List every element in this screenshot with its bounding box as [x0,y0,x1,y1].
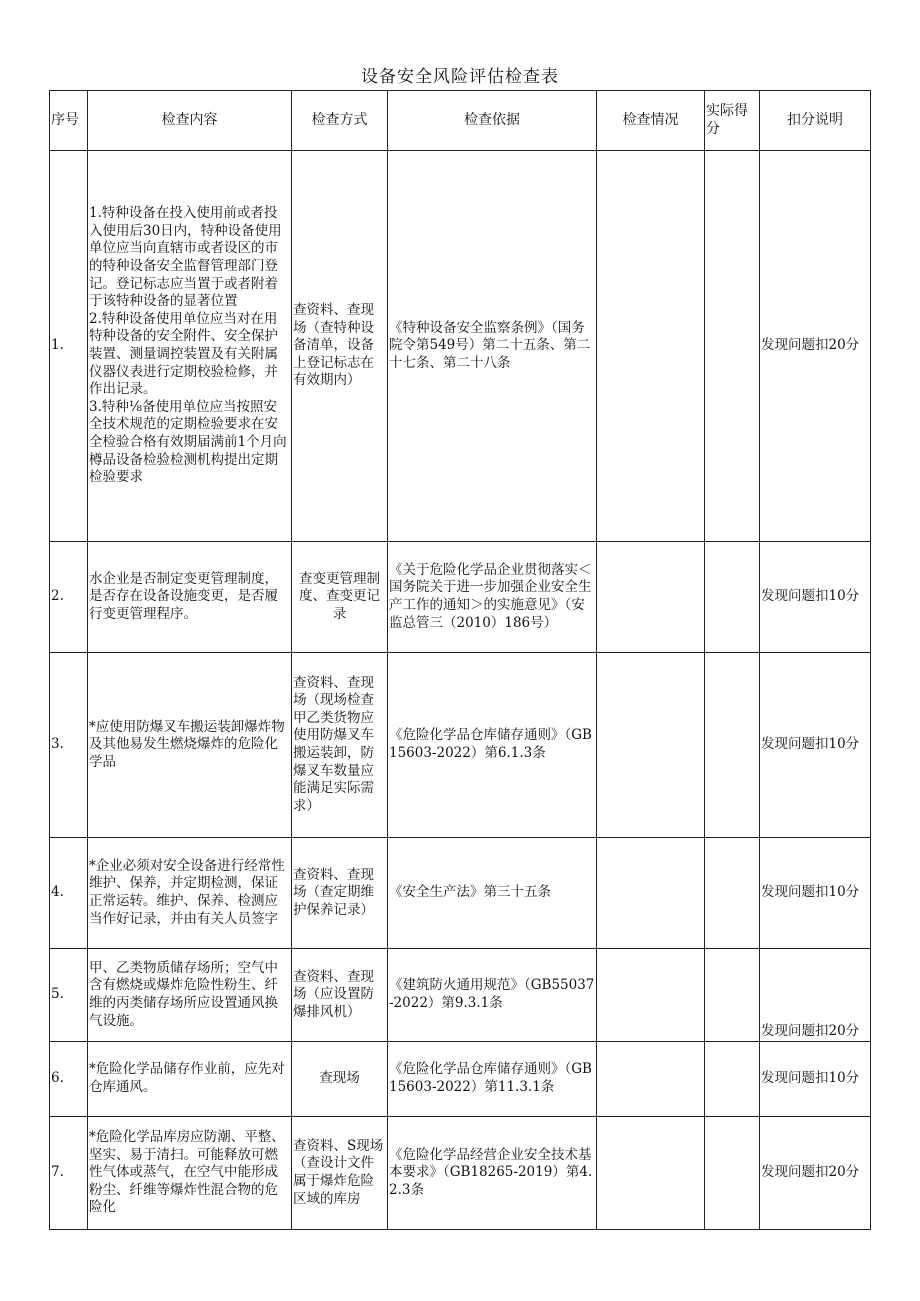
row-basis: 《安全生产法》第三十五条 [388,838,597,949]
row-method: 查现场 [292,1042,388,1117]
header-seq: 序号 [50,91,88,151]
row-deduct: 发现问题扣20分 [760,949,871,1042]
header-method: 检查方式 [292,91,388,151]
row-basis: 《关于危险化学品企业贯彻落实＜国务院关于进一步加强企业安全生产工作的通知＞的实施意见》（安监总管三（2010）186号） [388,542,597,653]
header-deduct: 扣分说明 [760,91,871,151]
row-seq: 2. [50,542,88,653]
content-paragraph: 甲、乙类物质储存场所；空气中含有燃烧或爆炸危险性粉生、纤维的丙类储存场所应设置通风换气设施。 [89,959,278,1029]
row-content [88,542,292,653]
row-basis: 《危险化学品仓库储存通则》（GB15603-2022）第11.3.1条 [388,1042,597,1117]
row-status[interactable] [597,653,705,838]
table-row [50,542,871,653]
row-status[interactable] [597,949,705,1042]
header-content: 检查内容 [88,91,292,151]
row-deduct: 发现问题扣20分 [760,1117,871,1230]
content-paragraph: *危险化学品库房应防潮、平整、坚实、易于清扫。可能释放可燃性气体或蒸气，在空气中能形成粉尘、纤维等爆炸性混合物的危险化 [89,1129,285,1216]
row-seq: 4. [50,838,88,949]
row-score[interactable] [705,1117,760,1230]
row-seq: 1. [50,151,88,542]
row-method: 查资料、查现场（现场检查甲乙类货物应使用防爆叉车搬运装卸，防爆叉车数量应能满足实际需求） [292,653,388,838]
row-method: 查资料、查现场（查特种设备清单，设备上登记标志在有效期内） [292,151,388,542]
inspection-table [49,90,871,1230]
row-status[interactable] [597,838,705,949]
row-score[interactable] [705,653,760,838]
table-row [50,1117,871,1230]
row-method: 查变更管理制度、查变更记录 [292,542,388,653]
header-score: 实际得分 [705,91,760,151]
row-content [88,1117,292,1230]
row-status[interactable] [597,151,705,542]
row-method: 查资料、S现场（查设计文件属于爆炸危险区域的库房 [292,1117,388,1230]
row-basis: 《建筑防火通用规范》（GB55037-2022）第9.3.1条 [388,949,597,1042]
table-row [50,151,871,542]
row-deduct: 发现问题扣10分 [760,542,871,653]
page-title: 设备安全风险评估检查表 [361,67,559,87]
content-paragraph: *危险化学品储存作业前，应先对仓库通风。 [89,1061,285,1095]
row-seq: 3. [50,653,88,838]
content-paragraph: 水企业是否制定变更管理制度，是否存在设备设施变更，是否履行变更管理程序。 [89,570,278,622]
row-score[interactable] [705,151,760,542]
row-score[interactable] [705,1042,760,1117]
row-deduct: 发现问题扣10分 [760,653,871,838]
content-paragraph: 2.特种设备使用单位应当对在用特种设备的安全附件、安全保护装置、测量调控装置及有关附属仪器仪表进行定期校验检修，并作出记录。 [89,310,278,398]
row-content [88,949,292,1042]
table-row [50,838,871,949]
row-method: 查资料、查现场（应设置防爆排风机） [292,949,388,1042]
row-deduct: 发现问题扣10分 [760,1042,871,1117]
row-content [88,151,292,542]
row-seq: 5. [50,949,88,1042]
header-basis: 检查依据 [388,91,597,151]
content-paragraph: *企业必须对安全设备进行经常性维护、保养，并定期检测，保证正常运转。维护、保养、检测应当作好记录，并由有关人员签字 [89,857,285,927]
table-row [50,653,871,838]
row-content [88,653,292,838]
content-paragraph: *应使用防爆叉车搬运装卸爆炸物及其他易发生燃烧爆炸的危险化学品 [89,718,285,770]
row-deduct: 发现问题扣10分 [760,838,871,949]
row-score[interactable] [705,838,760,949]
row-status[interactable] [597,1117,705,1230]
row-content [88,1042,292,1117]
row-basis: 《危险化学品经营企业安全技术基本要求》（GB18265-2019）第4.2.3条 [388,1117,597,1230]
row-seq: 7. [50,1117,88,1230]
row-score[interactable] [705,949,760,1042]
header-status: 检查情况 [597,91,705,151]
table-row [50,1042,871,1117]
row-basis: 《特种设备安全监察条例》（国务院令第549号）第二十五条、第二十七条、第二十八条 [388,151,597,542]
row-deduct: 发现问题扣20分 [760,151,871,542]
content-paragraph: 3.特种⅛备使用单位应当按照安全技术规范的定期检验要求在安全检验合格有效期届满前1个月向樽品设备检验检测机构提出定期检验要求 [89,398,287,486]
content-paragraph: 1.特种设备在投入使用前或者投入使用后30日内，特种设备使用单位应当向直辖市或者设区的市的特种设备安全监督管理部门登记。登记标志应当置于或者附着于该特种设备的显著位置 [89,205,282,310]
table-row [50,949,871,1042]
row-content [88,838,292,949]
row-seq: 6. [50,1042,88,1117]
row-basis: 《危险化学品仓库储存通则》（GB15603-2022）第6.1.3条 [388,653,597,838]
row-score[interactable] [705,542,760,653]
header-row [50,91,871,151]
row-status[interactable] [597,1042,705,1117]
row-method: 查资料、查现场（查定期维护保养记录） [292,838,388,949]
row-status[interactable] [597,542,705,653]
